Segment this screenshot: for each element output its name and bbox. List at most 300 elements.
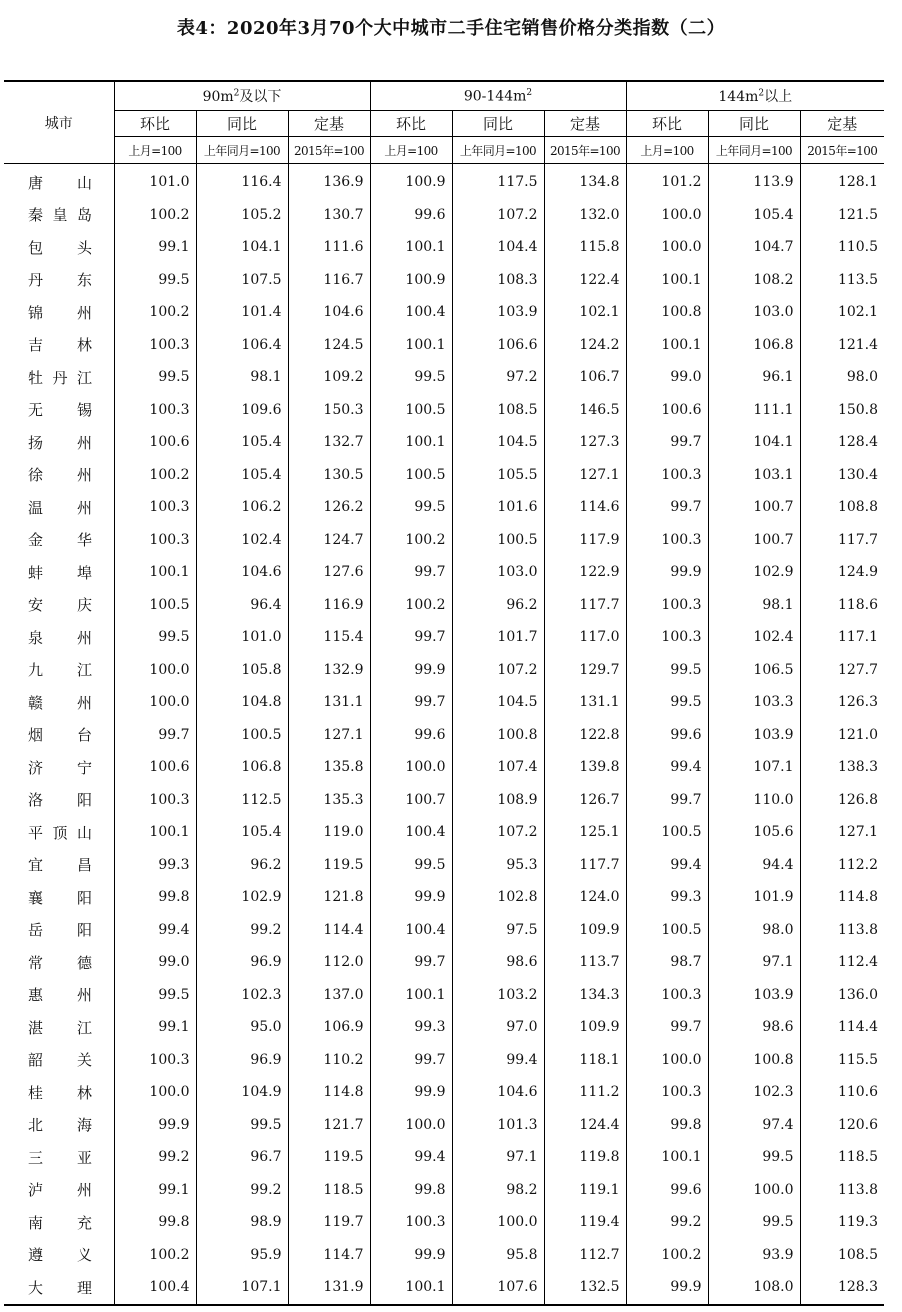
value-cell: 100.1 <box>626 1141 708 1174</box>
value-cell: 100.4 <box>114 1271 196 1305</box>
value-cell: 137.0 <box>288 979 370 1012</box>
value-cell: 119.5 <box>288 1141 370 1174</box>
sub-header: 定基 <box>288 111 370 137</box>
value-cell: 126.8 <box>800 784 884 817</box>
value-cell: 128.3 <box>800 1271 884 1305</box>
value-cell: 100.9 <box>370 164 452 199</box>
value-cell: 99.2 <box>196 914 288 947</box>
value-cell: 98.6 <box>452 946 544 979</box>
value-cell: 99.2 <box>196 1174 288 1207</box>
value-cell: 101.4 <box>196 296 288 329</box>
table-row <box>4 654 884 687</box>
value-cell: 99.1 <box>114 231 196 264</box>
city-cell: 吉 林 <box>28 336 92 355</box>
table-row <box>4 914 884 947</box>
value-cell: 111.6 <box>288 231 370 264</box>
value-cell: 102.8 <box>452 881 544 914</box>
value-cell: 100.1 <box>626 329 708 362</box>
value-cell: 124.2 <box>544 329 626 362</box>
value-cell: 106.9 <box>288 1011 370 1044</box>
value-cell: 112.5 <box>196 784 288 817</box>
value-cell: 99.6 <box>370 719 452 752</box>
value-cell: 124.5 <box>288 329 370 362</box>
value-cell: 124.0 <box>544 881 626 914</box>
value-cell: 105.8 <box>196 654 288 687</box>
value-cell: 132.9 <box>288 654 370 687</box>
value-cell: 95.9 <box>196 1239 288 1272</box>
city-cell: 惠 州 <box>28 986 92 1005</box>
value-cell: 106.2 <box>196 491 288 524</box>
sub-header: 定基 <box>800 111 884 137</box>
value-cell: 100.3 <box>626 621 708 654</box>
table-row <box>4 751 884 784</box>
value-cell: 96.9 <box>196 1044 288 1077</box>
value-cell: 100.2 <box>370 589 452 622</box>
value-cell: 102.9 <box>708 556 800 589</box>
city-cell: 金 华 <box>28 531 92 550</box>
city-cell: 锦 州 <box>28 303 92 322</box>
value-cell: 99.7 <box>626 491 708 524</box>
value-cell: 114.6 <box>544 491 626 524</box>
value-cell: 104.1 <box>196 231 288 264</box>
city-cell: 泸 州 <box>28 1181 92 1200</box>
table-row <box>4 556 884 589</box>
table-row <box>4 1011 884 1044</box>
value-cell: 108.8 <box>800 491 884 524</box>
value-cell: 99.8 <box>626 1109 708 1142</box>
value-cell: 100.5 <box>452 524 544 557</box>
value-cell: 100.0 <box>114 654 196 687</box>
value-cell: 103.9 <box>708 719 800 752</box>
value-cell: 117.5 <box>452 164 544 199</box>
sub-header: 同比 <box>196 111 288 137</box>
value-cell: 96.4 <box>196 589 288 622</box>
value-cell: 105.5 <box>452 459 544 492</box>
city-cell: 无 锡 <box>28 401 92 420</box>
value-cell: 100.8 <box>452 719 544 752</box>
value-cell: 102.4 <box>708 621 800 654</box>
value-cell: 106.4 <box>196 329 288 362</box>
value-cell: 99.5 <box>196 1109 288 1142</box>
value-cell: 100.2 <box>370 524 452 557</box>
value-cell: 115.8 <box>544 231 626 264</box>
value-cell: 110.5 <box>800 231 884 264</box>
value-cell: 100.3 <box>114 524 196 557</box>
value-cell: 104.9 <box>196 1076 288 1109</box>
value-cell: 103.9 <box>452 296 544 329</box>
value-cell: 113.8 <box>800 1174 884 1207</box>
value-cell: 100.1 <box>370 329 452 362</box>
value-cell: 99.4 <box>452 1044 544 1077</box>
value-cell: 103.9 <box>708 979 800 1012</box>
city-cell: 安 庆 <box>28 596 92 615</box>
table-title: 表4：2020年3月70个大中城市二手住宅销售价格分类指数（二） <box>176 18 726 39</box>
value-cell: 100.0 <box>452 1206 544 1239</box>
table-row <box>4 784 884 817</box>
city-cell: 大 理 <box>4 1271 114 1305</box>
value-cell: 118.6 <box>800 589 884 622</box>
value-cell: 99.1 <box>114 1011 196 1044</box>
value-cell: 116.9 <box>288 589 370 622</box>
city-cell: 九 江 <box>28 661 92 680</box>
sub-header: 定基 <box>544 111 626 137</box>
city-cell: 泉 州 <box>28 628 92 647</box>
value-cell: 100.0 <box>626 231 708 264</box>
value-cell: 100.1 <box>370 979 452 1012</box>
value-cell: 100.2 <box>626 1239 708 1272</box>
value-cell: 100.3 <box>626 589 708 622</box>
value-cell: 100.3 <box>370 1206 452 1239</box>
value-cell: 100.3 <box>114 491 196 524</box>
value-cell: 99.7 <box>370 946 452 979</box>
value-cell: 100.1 <box>370 426 452 459</box>
table-row <box>4 686 884 719</box>
value-cell: 108.3 <box>452 264 544 297</box>
city-cell: 赣 州 <box>28 693 92 712</box>
value-cell: 105.4 <box>196 426 288 459</box>
value-cell: 127.6 <box>288 556 370 589</box>
value-cell: 99.4 <box>626 849 708 882</box>
value-cell: 102.1 <box>800 296 884 329</box>
value-cell: 118.5 <box>800 1141 884 1174</box>
table-row <box>4 979 884 1012</box>
value-cell: 100.1 <box>114 556 196 589</box>
value-cell: 100.3 <box>626 979 708 1012</box>
value-cell: 150.3 <box>288 394 370 427</box>
value-cell: 99.8 <box>114 1206 196 1239</box>
value-cell: 101.0 <box>114 164 196 199</box>
table-row <box>4 1141 884 1174</box>
value-cell: 104.8 <box>196 686 288 719</box>
value-cell: 103.2 <box>452 979 544 1012</box>
value-cell: 134.3 <box>544 979 626 1012</box>
value-cell: 101.3 <box>452 1109 544 1142</box>
value-cell: 100.3 <box>626 524 708 557</box>
sub-header: 同比 <box>708 111 800 137</box>
value-cell: 107.2 <box>452 654 544 687</box>
value-cell: 109.2 <box>288 361 370 394</box>
value-cell: 99.6 <box>370 199 452 232</box>
value-cell: 106.5 <box>708 654 800 687</box>
value-cell: 100.4 <box>370 816 452 849</box>
value-cell: 99.5 <box>370 849 452 882</box>
value-cell: 108.2 <box>708 264 800 297</box>
table-row <box>4 621 884 654</box>
value-cell: 107.6 <box>452 1271 544 1305</box>
table-row <box>4 361 884 394</box>
value-cell: 98.0 <box>800 361 884 394</box>
value-cell: 150.8 <box>800 394 884 427</box>
value-cell: 120.6 <box>800 1109 884 1142</box>
value-cell: 105.4 <box>196 459 288 492</box>
value-cell: 119.8 <box>544 1141 626 1174</box>
value-cell: 135.8 <box>288 751 370 784</box>
value-cell: 104.1 <box>708 426 800 459</box>
value-cell: 116.4 <box>196 164 288 199</box>
value-cell: 99.5 <box>114 361 196 394</box>
value-cell: 103.0 <box>452 556 544 589</box>
city-cell: 秦皇岛 <box>28 206 92 225</box>
value-cell: 112.0 <box>288 946 370 979</box>
value-cell: 97.1 <box>452 1141 544 1174</box>
table-row <box>4 524 884 557</box>
value-cell: 99.7 <box>370 621 452 654</box>
value-cell: 100.0 <box>708 1174 800 1207</box>
value-cell: 104.4 <box>452 231 544 264</box>
value-cell: 118.5 <box>288 1174 370 1207</box>
value-cell: 98.7 <box>626 946 708 979</box>
city-cell: 烟 台 <box>28 726 92 745</box>
table-row <box>4 816 884 849</box>
city-column-header: 城市 <box>4 81 114 164</box>
value-cell: 128.1 <box>800 164 884 199</box>
value-cell: 101.7 <box>452 621 544 654</box>
value-cell: 100.3 <box>114 329 196 362</box>
value-cell: 98.1 <box>708 589 800 622</box>
base-header: 上月=100 <box>370 137 452 164</box>
base-header: 2015年=100 <box>288 137 370 164</box>
city-cell: 丹 东 <box>28 271 92 290</box>
value-cell: 107.4 <box>452 751 544 784</box>
price-index-table <box>4 80 884 1306</box>
value-cell: 108.9 <box>452 784 544 817</box>
value-cell: 99.5 <box>114 264 196 297</box>
table-row <box>4 426 884 459</box>
value-cell: 99.3 <box>626 881 708 914</box>
value-cell: 124.9 <box>800 556 884 589</box>
value-cell: 100.2 <box>114 199 196 232</box>
value-cell: 100.3 <box>114 784 196 817</box>
value-cell: 99.0 <box>114 946 196 979</box>
value-cell: 99.9 <box>626 1271 708 1305</box>
table-row <box>4 296 884 329</box>
value-cell: 99.2 <box>626 1206 708 1239</box>
city-cell: 扬 州 <box>28 433 92 452</box>
value-cell: 112.4 <box>800 946 884 979</box>
value-cell: 96.7 <box>196 1141 288 1174</box>
value-cell: 122.9 <box>544 556 626 589</box>
value-cell: 119.1 <box>544 1174 626 1207</box>
value-cell: 100.3 <box>626 459 708 492</box>
value-cell: 146.5 <box>544 394 626 427</box>
value-cell: 127.1 <box>544 459 626 492</box>
base-header: 上年同月=100 <box>708 137 800 164</box>
value-cell: 130.4 <box>800 459 884 492</box>
table-row <box>4 946 884 979</box>
table-row <box>4 491 884 524</box>
value-cell: 100.7 <box>708 491 800 524</box>
city-cell: 徐 州 <box>28 466 92 485</box>
value-cell: 121.4 <box>800 329 884 362</box>
value-cell: 96.9 <box>196 946 288 979</box>
value-cell: 100.6 <box>626 394 708 427</box>
value-cell: 106.6 <box>452 329 544 362</box>
value-cell: 100.8 <box>626 296 708 329</box>
base-header: 上年同月=100 <box>452 137 544 164</box>
value-cell: 96.2 <box>452 589 544 622</box>
value-cell: 139.8 <box>544 751 626 784</box>
city-cell: 平顶山 <box>28 823 92 842</box>
value-cell: 100.5 <box>370 394 452 427</box>
value-cell: 100.5 <box>626 816 708 849</box>
value-cell: 96.1 <box>708 361 800 394</box>
value-cell: 99.3 <box>114 849 196 882</box>
value-cell: 110.6 <box>800 1076 884 1109</box>
value-cell: 117.7 <box>544 849 626 882</box>
value-cell: 117.1 <box>800 621 884 654</box>
value-cell: 95.3 <box>452 849 544 882</box>
value-cell: 113.8 <box>800 914 884 947</box>
value-cell: 99.7 <box>114 719 196 752</box>
value-cell: 101.0 <box>196 621 288 654</box>
value-cell: 100.1 <box>370 1271 452 1305</box>
value-cell: 127.7 <box>800 654 884 687</box>
value-cell: 106.7 <box>544 361 626 394</box>
base-header: 上年同月=100 <box>196 137 288 164</box>
value-cell: 99.7 <box>626 784 708 817</box>
value-cell: 98.0 <box>708 914 800 947</box>
value-cell: 99.5 <box>370 361 452 394</box>
value-cell: 105.4 <box>708 199 800 232</box>
value-cell: 104.5 <box>452 426 544 459</box>
table-row <box>4 881 884 914</box>
value-cell: 104.5 <box>452 686 544 719</box>
city-cell: 北 海 <box>28 1116 92 1135</box>
value-cell: 98.2 <box>452 1174 544 1207</box>
value-cell: 104.6 <box>452 1076 544 1109</box>
table-row <box>4 459 884 492</box>
city-cell: 牡丹江 <box>28 368 92 387</box>
value-cell: 114.8 <box>288 1076 370 1109</box>
value-cell: 126.7 <box>544 784 626 817</box>
value-cell: 100.0 <box>370 1109 452 1142</box>
value-cell: 103.3 <box>708 686 800 719</box>
value-cell: 95.0 <box>196 1011 288 1044</box>
value-cell: 103.0 <box>708 296 800 329</box>
value-cell: 101.9 <box>708 881 800 914</box>
table-row <box>4 264 884 297</box>
value-cell: 100.7 <box>370 784 452 817</box>
value-cell: 100.6 <box>114 426 196 459</box>
value-cell: 97.1 <box>708 946 800 979</box>
sub-header: 环比 <box>370 111 452 137</box>
base-header: 上月=100 <box>626 137 708 164</box>
value-cell: 132.0 <box>544 199 626 232</box>
value-cell: 115.5 <box>800 1044 884 1077</box>
value-cell: 117.7 <box>800 524 884 557</box>
value-cell: 104.6 <box>196 556 288 589</box>
value-cell: 110.0 <box>708 784 800 817</box>
value-cell: 114.8 <box>800 881 884 914</box>
value-cell: 99.6 <box>626 1174 708 1207</box>
value-cell: 105.2 <box>196 199 288 232</box>
value-cell: 136.9 <box>288 164 370 199</box>
sub-header: 环比 <box>626 111 708 137</box>
value-cell: 99.4 <box>370 1141 452 1174</box>
table-row <box>4 719 884 752</box>
value-cell: 99.9 <box>370 881 452 914</box>
value-cell: 114.4 <box>288 914 370 947</box>
value-cell: 99.9 <box>114 1109 196 1142</box>
city-cell: 温 州 <box>28 498 92 517</box>
value-cell: 108.5 <box>452 394 544 427</box>
city-cell: 唐 山 <box>28 173 92 192</box>
value-cell: 113.5 <box>800 264 884 297</box>
value-cell: 99.5 <box>114 979 196 1012</box>
value-cell: 97.0 <box>452 1011 544 1044</box>
value-cell: 100.1 <box>626 264 708 297</box>
value-cell: 100.2 <box>114 1239 196 1272</box>
value-cell: 99.9 <box>370 1239 452 1272</box>
value-cell: 126.2 <box>288 491 370 524</box>
value-cell: 98.9 <box>196 1206 288 1239</box>
city-cell: 宜 昌 <box>28 856 92 875</box>
value-cell: 119.3 <box>800 1206 884 1239</box>
value-cell: 100.5 <box>114 589 196 622</box>
value-cell: 103.1 <box>708 459 800 492</box>
value-cell: 107.2 <box>452 199 544 232</box>
value-cell: 99.1 <box>114 1174 196 1207</box>
value-cell: 99.0 <box>626 361 708 394</box>
base-header: 上月=100 <box>114 137 196 164</box>
value-cell: 107.1 <box>708 751 800 784</box>
value-cell: 100.3 <box>114 1044 196 1077</box>
value-cell: 132.7 <box>288 426 370 459</box>
value-cell: 102.9 <box>196 881 288 914</box>
value-cell: 134.8 <box>544 164 626 199</box>
value-cell: 100.1 <box>370 231 452 264</box>
value-cell: 107.1 <box>196 1271 288 1305</box>
value-cell: 131.1 <box>288 686 370 719</box>
value-cell: 94.4 <box>708 849 800 882</box>
value-cell: 100.5 <box>626 914 708 947</box>
value-cell: 100.5 <box>370 459 452 492</box>
value-cell: 99.7 <box>626 1011 708 1044</box>
value-cell: 100.3 <box>626 1076 708 1109</box>
value-cell: 115.4 <box>288 621 370 654</box>
value-cell: 136.0 <box>800 979 884 1012</box>
value-cell: 131.1 <box>544 686 626 719</box>
value-cell: 119.0 <box>288 816 370 849</box>
table-row <box>4 1044 884 1077</box>
value-cell: 112.2 <box>800 849 884 882</box>
value-cell: 127.3 <box>544 426 626 459</box>
value-cell: 121.0 <box>800 719 884 752</box>
value-cell: 101.6 <box>452 491 544 524</box>
value-cell: 99.8 <box>114 881 196 914</box>
value-cell: 119.4 <box>544 1206 626 1239</box>
value-cell: 102.1 <box>544 296 626 329</box>
value-cell: 119.7 <box>288 1206 370 1239</box>
value-cell: 128.4 <box>800 426 884 459</box>
table-row <box>4 1076 884 1109</box>
value-cell: 127.1 <box>800 816 884 849</box>
value-cell: 131.9 <box>288 1271 370 1305</box>
table-row <box>4 1239 884 1272</box>
value-cell: 138.3 <box>800 751 884 784</box>
value-cell: 99.5 <box>626 686 708 719</box>
group-header-large: $144m^2$以上 <box>626 81 884 111</box>
value-cell: 100.3 <box>114 394 196 427</box>
value-cell: 99.8 <box>370 1174 452 1207</box>
city-cell: 南 充 <box>28 1213 92 1232</box>
group-header-small: $90m^2$及以下 <box>114 81 370 111</box>
value-cell: 99.9 <box>626 556 708 589</box>
value-cell: 102.3 <box>196 979 288 1012</box>
table-row <box>4 849 884 882</box>
value-cell: 119.5 <box>288 849 370 882</box>
value-cell: 124.4 <box>544 1109 626 1142</box>
